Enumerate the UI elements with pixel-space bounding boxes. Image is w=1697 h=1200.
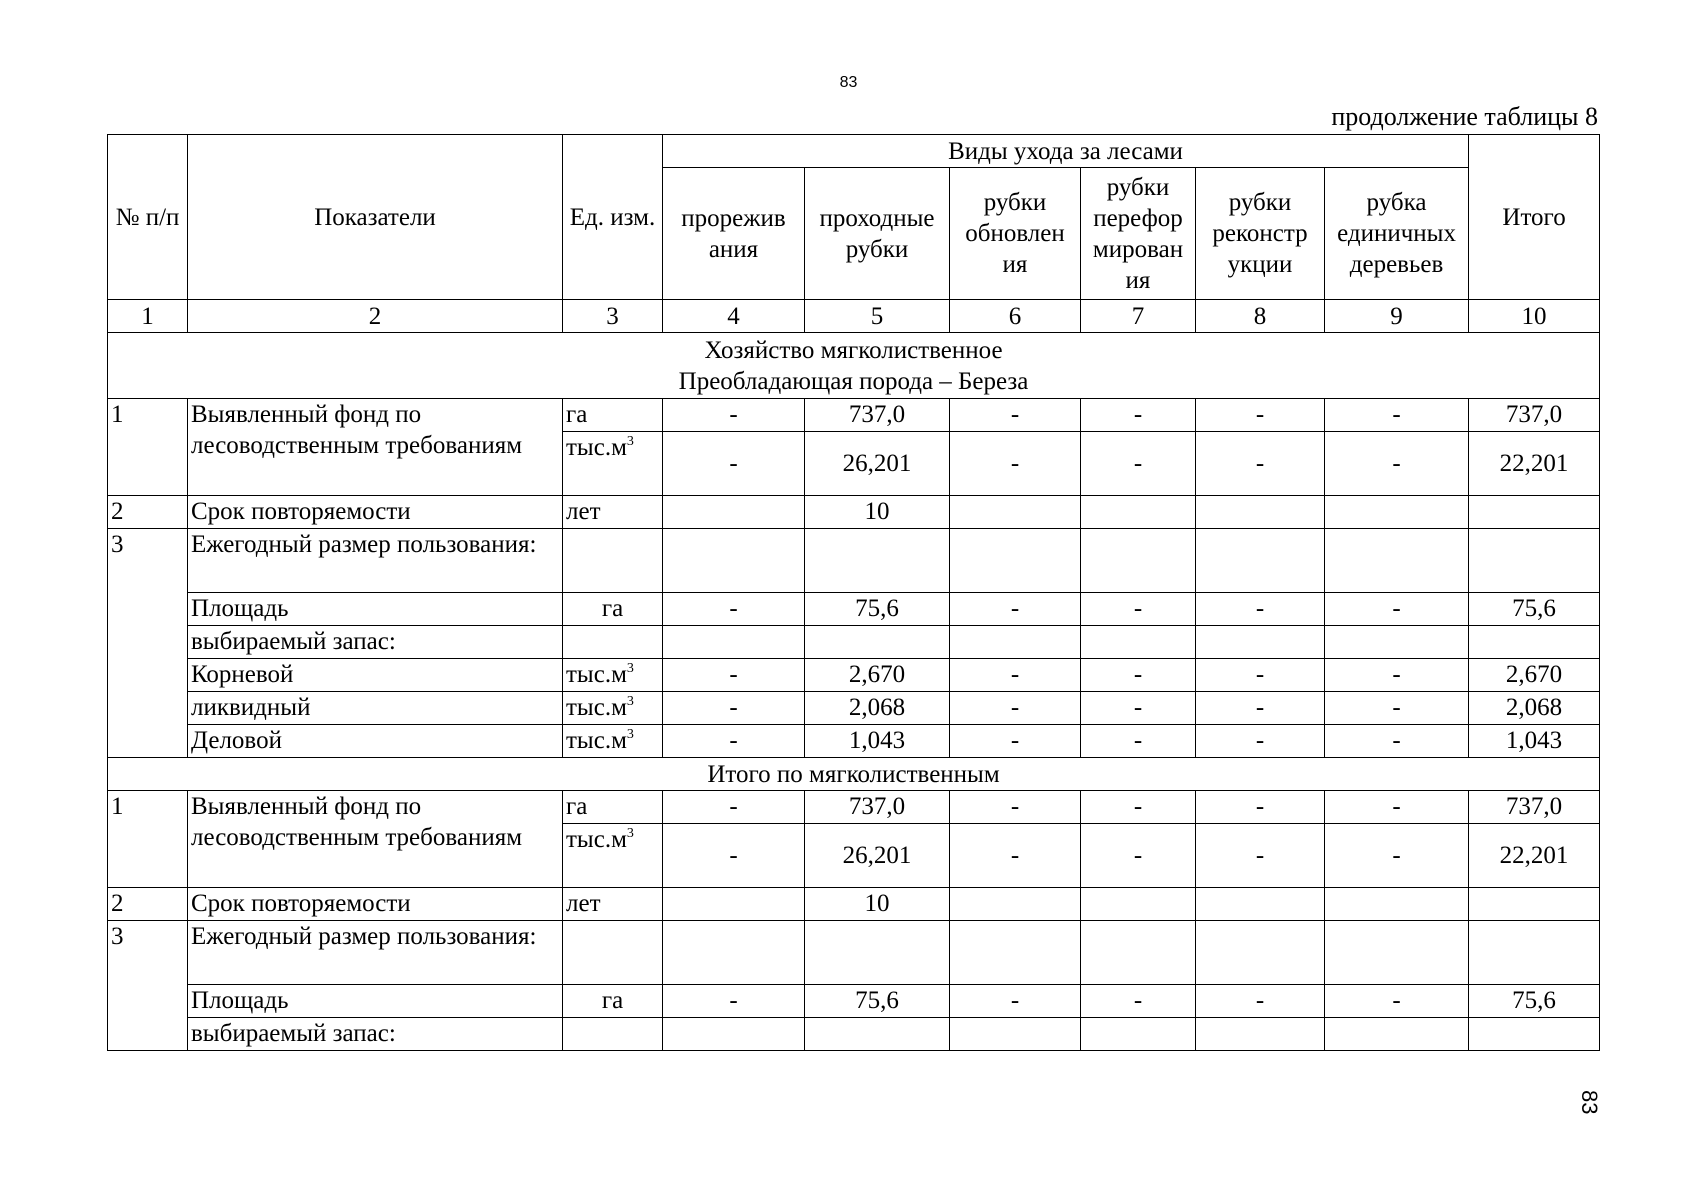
table-row	[108, 659, 1600, 692]
cell-value: 75,6	[1469, 985, 1600, 1018]
col-number: 6	[950, 300, 1081, 333]
table-row	[108, 725, 1600, 758]
cell-value: 10	[805, 888, 950, 921]
cell-value: -	[1196, 985, 1325, 1018]
table-row	[108, 626, 1600, 659]
row-num: 2	[108, 496, 188, 529]
cell-value: 737,0	[1469, 399, 1600, 432]
unit-text: тыс.м	[566, 727, 627, 754]
cell-value: -	[1325, 432, 1469, 496]
cell-value: -	[1196, 432, 1325, 496]
cell-value: -	[1081, 824, 1196, 888]
table-row	[108, 921, 1600, 985]
cell-value: -	[663, 692, 805, 725]
col-number: 4	[663, 300, 805, 333]
cell-value: -	[950, 824, 1081, 888]
row-unit	[563, 659, 663, 692]
cell-value: -	[1081, 692, 1196, 725]
col-number: 2	[188, 300, 563, 333]
cell-value: 1,043	[1469, 725, 1600, 758]
unit-text: тыс.м	[566, 826, 627, 853]
header-group-title: Виды ухода за лесами	[663, 135, 1469, 168]
row-unit: га	[563, 985, 663, 1018]
cell-value: -	[1196, 824, 1325, 888]
cell-value: -	[1325, 692, 1469, 725]
page-number-top: 83	[839, 74, 858, 91]
cell-value: -	[1196, 593, 1325, 626]
table-row	[108, 1018, 1600, 1051]
cell-value: 75,6	[1469, 593, 1600, 626]
cell-value: -	[663, 791, 805, 824]
cell-value: -	[950, 432, 1081, 496]
cell-value: 26,201	[805, 824, 950, 888]
unit-text: тыс.м	[566, 661, 627, 688]
cell-value: -	[1325, 824, 1469, 888]
cell-value: -	[1081, 725, 1196, 758]
cell-value: 2,670	[805, 659, 950, 692]
cell-value: -	[1081, 432, 1196, 496]
cell-value: -	[950, 791, 1081, 824]
cell-value: -	[1081, 659, 1196, 692]
unit-sup: 3	[626, 727, 634, 742]
row-unit: га	[563, 791, 663, 824]
forest-care-table	[107, 134, 1600, 1051]
col-number: 10	[1469, 300, 1600, 333]
header-type-renewal: рубки обновлен ия	[950, 168, 1081, 300]
table-row	[108, 985, 1600, 1018]
cell-value: -	[950, 985, 1081, 1018]
table-row	[108, 888, 1600, 921]
row-unit	[563, 824, 663, 888]
section-title	[108, 333, 1600, 399]
cell-value: -	[950, 692, 1081, 725]
cell-value: 22,201	[1469, 432, 1600, 496]
cell-value: -	[663, 432, 805, 496]
row-unit	[563, 725, 663, 758]
unit-sup: 3	[626, 826, 634, 841]
row-num: 3	[108, 529, 188, 758]
header-type-passage: проходные рубки	[805, 168, 950, 300]
unit-sup: 3	[626, 661, 634, 676]
section-title-line2: Преобладающая порода – Береза	[678, 367, 1029, 395]
row-num: 1	[108, 791, 188, 888]
row-label: Выявленный фонд по лесоводственным требованиям	[188, 399, 563, 496]
continuation-label: продолжение таблицы 8	[1331, 102, 1598, 131]
cell-value: -	[1081, 985, 1196, 1018]
header-total: Итого	[1469, 135, 1600, 300]
cell-value: -	[1325, 659, 1469, 692]
header-type-thinning: прорежив ания	[663, 168, 805, 300]
header-type-reconstruction: рубки реконстр укции	[1196, 168, 1325, 300]
header-indicators: Показатели	[188, 135, 563, 300]
header-num: № п/п	[108, 135, 188, 300]
page-number-side: 83	[1577, 1090, 1602, 1115]
cell-value: 737,0	[805, 791, 950, 824]
cell-value: -	[663, 725, 805, 758]
unit-sup: 3	[626, 694, 634, 709]
cell-value: 75,6	[805, 985, 950, 1018]
cell-value: -	[1196, 399, 1325, 432]
cell-value: -	[1325, 791, 1469, 824]
row-label: Срок повторяемости	[188, 496, 563, 529]
row-label: выбираемый запас:	[188, 1018, 563, 1051]
column-numbers-row	[108, 300, 1600, 333]
cell-value: -	[1081, 593, 1196, 626]
row-num: 3	[108, 921, 188, 1051]
unit-text: тыс.м	[566, 434, 627, 461]
col-number: 9	[1325, 300, 1469, 333]
row-unit: га	[563, 593, 663, 626]
cell-value: -	[663, 985, 805, 1018]
cell-value: -	[1196, 791, 1325, 824]
cell-value: -	[950, 725, 1081, 758]
cell-value: -	[1196, 725, 1325, 758]
row-unit: лет	[563, 888, 663, 921]
table-row	[108, 593, 1600, 626]
row-label: Ежегодный размер пользования:	[188, 529, 563, 593]
cell-value: 10	[805, 496, 950, 529]
cell-value: -	[1325, 725, 1469, 758]
row-label: выбираемый запас:	[188, 626, 563, 659]
cell-value: 737,0	[805, 399, 950, 432]
col-number: 7	[1081, 300, 1196, 333]
row-label: Ежегодный размер пользования:	[188, 921, 563, 985]
cell-value: -	[1325, 399, 1469, 432]
row-unit: га	[563, 399, 663, 432]
cell-value: 26,201	[805, 432, 950, 496]
cell-value: -	[1196, 692, 1325, 725]
row-label: Деловой	[188, 725, 563, 758]
table-row	[108, 496, 1600, 529]
section-title-line1: Хозяйство мягколиственное	[704, 336, 1003, 364]
col-number: 5	[805, 300, 950, 333]
row-label: Корневой	[188, 659, 563, 692]
col-number: 3	[563, 300, 663, 333]
cell-value: 75,6	[805, 593, 950, 626]
col-number: 8	[1196, 300, 1325, 333]
row-unit: лет	[563, 496, 663, 529]
cell-value: -	[663, 824, 805, 888]
unit-text: тыс.м	[566, 694, 627, 721]
header-unit: Ед. изм.	[563, 135, 663, 300]
table-row	[108, 529, 1600, 593]
cell-value: -	[1325, 593, 1469, 626]
cell-value: -	[1196, 659, 1325, 692]
row-num: 1	[108, 399, 188, 496]
cell-value: 2,068	[1469, 692, 1600, 725]
cell-value: -	[663, 593, 805, 626]
cell-value: 2,670	[1469, 659, 1600, 692]
table-row	[108, 791, 1600, 824]
cell-value: 22,201	[1469, 824, 1600, 888]
row-label: Выявленный фонд по лесоводственным требованиям	[188, 791, 563, 888]
table-row	[108, 692, 1600, 725]
row-unit	[563, 692, 663, 725]
cell-value: -	[1325, 985, 1469, 1018]
cell-value: 737,0	[1469, 791, 1600, 824]
cell-value: -	[950, 593, 1081, 626]
header-type-single-tree: рубка единичных деревьев	[1325, 168, 1469, 300]
row-label: Площадь	[188, 593, 563, 626]
col-number: 1	[108, 300, 188, 333]
header-type-reformation: рубки перефор мирован ия	[1081, 168, 1196, 300]
row-unit	[563, 432, 663, 496]
row-label: Площадь	[188, 985, 563, 1018]
cell-value: 1,043	[805, 725, 950, 758]
row-num: 2	[108, 888, 188, 921]
row-label: Срок повторяемости	[188, 888, 563, 921]
table-row	[108, 399, 1600, 432]
cell-value: -	[1081, 399, 1196, 432]
cell-value: -	[950, 399, 1081, 432]
cell-value: 2,068	[805, 692, 950, 725]
cell-value: -	[1081, 791, 1196, 824]
row-label: ликвидный	[188, 692, 563, 725]
cell-value: -	[663, 399, 805, 432]
cell-value: -	[950, 659, 1081, 692]
cell-value: -	[663, 659, 805, 692]
section-title: Итого по мягколиственным	[108, 758, 1600, 791]
unit-sup: 3	[626, 434, 634, 449]
